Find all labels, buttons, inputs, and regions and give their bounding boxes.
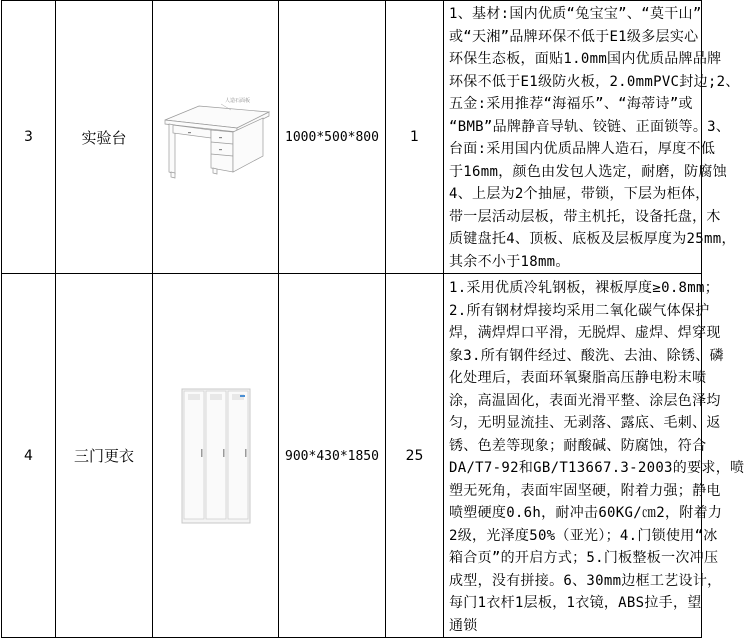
desc-line: 2级，光泽度50%（亚光）；4.门锁使用“冰: [449, 527, 718, 544]
desc-line: 环保不低于E1级防火板，2.0mmPVC封边;2、: [449, 73, 740, 90]
locker-image: [153, 387, 278, 525]
desk-image-label: 人造石面板: [224, 98, 250, 104]
desc-line: “BMB”品牌静音导轨、铰链、正面锁等。3、: [449, 118, 731, 135]
desc-line: 或“天湘”品牌环保不低于E1级多层实心: [449, 28, 699, 45]
desc-line: 1、基材:国内优质“兔宝宝”、“莫干山”: [449, 6, 702, 22]
row-index: 3: [2, 1, 56, 274]
desc-line: 箱合页”的开启方式；5.门板整板一次冲压: [449, 550, 719, 566]
desc-line: 1.采用优质冷轧钢板，裸板厚度≥0.8mm；: [449, 280, 720, 296]
desc-line: 通锁: [449, 617, 478, 634]
desc-line: 锈、色差等现象；耐酸碱、防腐蚀，符合: [449, 437, 707, 454]
item-name: 实验台: [56, 1, 153, 274]
desc-line: 涂，高温固化，表面光滑平整、涂层色泽均: [449, 392, 721, 409]
item-size-text: 1000*500*800: [285, 130, 379, 145]
three-door-locker-illustration: [180, 387, 252, 525]
item-size: [279, 1, 386, 274]
desc-line: 于16mm，颜色由发包人选定，耐磨，防腐蚀: [449, 163, 728, 180]
desc-line: 焊，满焊焊口平滑，无脱焊、虚焊、焊穿现: [449, 325, 721, 341]
desc-line: 喷塑硬度0.6h，耐冲击60KG/㎝2，附着力: [449, 505, 723, 521]
desc-line: 环保生态板，面贴1.0mm国内优质品牌品牌: [449, 51, 722, 67]
item-size: [279, 274, 386, 638]
desc-line: 每门1衣杆1层板，1衣镜，ABS拉手，望: [449, 595, 702, 611]
desc-line: 4、上层为2个抽屉，带锁，下层为柜体，: [449, 186, 710, 202]
desc-line: 成型，没有拼接。6、30mm边框工艺设计，: [449, 572, 722, 589]
desc-line: 化处理后，表面环氧聚脂高压静电粉末喷: [449, 370, 707, 386]
table-row: [2, 274, 702, 638]
desc-line: 象3.所有钢件经过、酸洗、去油、除锈、磷: [449, 347, 724, 364]
item-quantity: 1: [386, 1, 444, 274]
desc-line: 质键盘托4、顶板、底板及层板厚度为25mm，: [449, 231, 736, 247]
desc-line: DA/T7-92和GB/T13667.3-2003的要求，喷: [449, 460, 744, 476]
desc-line: 塑无死角，表面牢固坚硬，附着力强；静电: [449, 482, 721, 499]
table-row: [2, 1, 702, 274]
row-index: 4: [2, 274, 56, 638]
desc-line: 带一层活动层板，带主机托，设备托盘，木: [449, 208, 721, 225]
desc-line: 匀，无明显流挂、无剥落、露底、毛刺、返: [449, 415, 721, 431]
lab-desk-illustration: [161, 92, 271, 182]
item-description: [444, 274, 744, 638]
desc-line: 其余不小于18mm。: [449, 253, 570, 270]
item-size-text: 900*430*1850: [285, 448, 379, 464]
lab-desk-image: [153, 92, 278, 182]
spec-table: [1, 0, 744, 638]
desc-line: 五金:采用推荐“海福乐”、“海蒂诗”或: [449, 96, 693, 112]
desc-line: 台面:采用国内优质品牌人造石，厚度不低: [449, 141, 716, 157]
item-image-cell: [153, 1, 279, 274]
item-quantity: 25: [386, 274, 444, 638]
item-description: [444, 1, 740, 274]
desc-line: 2.所有钢材焊接均采用二氧化碳气体保护: [449, 302, 710, 319]
item-name: 三门更衣: [56, 274, 153, 638]
item-image-cell: [153, 274, 279, 638]
